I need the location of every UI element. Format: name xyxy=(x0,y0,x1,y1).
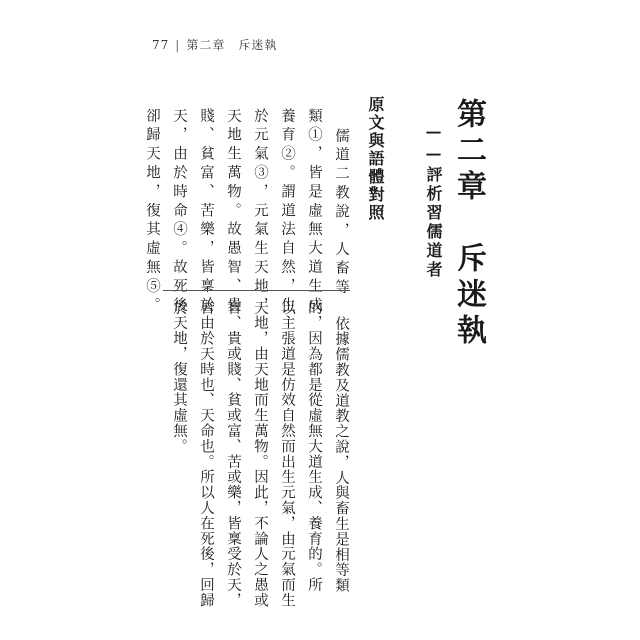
original-text-line: 賤、貧富、苦樂，皆稟於 xyxy=(198,108,214,316)
original-text-line: 類①，皆是虛無大道生成 xyxy=(306,108,322,316)
header-separator: | xyxy=(175,38,181,52)
original-text-line: 卻歸天地，復其虛無⑤。 xyxy=(144,108,160,316)
running-head-chapter: 第二章 斥迷執 xyxy=(186,38,278,52)
original-text-line: 養育②。謂道法自然，生 xyxy=(279,108,295,316)
section-heading: 原文與語體對照 xyxy=(366,96,385,222)
running-head xyxy=(152,36,277,53)
translation-text-line: 以主張道是仿效自然而出生元氣，由元氣而生 xyxy=(279,300,295,608)
translation-text-line: 於天地，復還其虛無。 xyxy=(171,300,187,454)
original-text-line: 天地生萬物。故愚智、貴 xyxy=(225,108,241,316)
translation-text-line: 天地，由天地而生萬物。因此，不論人之愚或 xyxy=(252,300,268,608)
translation-text-line: 皆由於天時也、天命也。所以人在死後，回歸 xyxy=(198,300,214,608)
original-text-line: 於元氣③，元氣生天地， xyxy=(252,108,268,316)
chapter-subtitle: ——評析習儒道者 xyxy=(424,122,443,280)
translation-text-line: 智、貴或賤、貧或富、苦或樂，皆稟受於天， xyxy=(225,300,241,608)
translation-text-line: 依據儒教及道教之說，人與畜生是相等類 xyxy=(333,316,349,594)
section-divider xyxy=(163,290,350,291)
original-text-line: 天，由於時命④。故死後 xyxy=(171,108,187,316)
translation-text-line: 的，因為都是從虛無大道生成、養育的。所 xyxy=(306,300,322,593)
chapter-title: 第二章 斥迷執 xyxy=(451,98,486,350)
original-text-line: 儒道二教說，人畜等 xyxy=(333,128,349,299)
page-number: 77 xyxy=(152,38,170,52)
